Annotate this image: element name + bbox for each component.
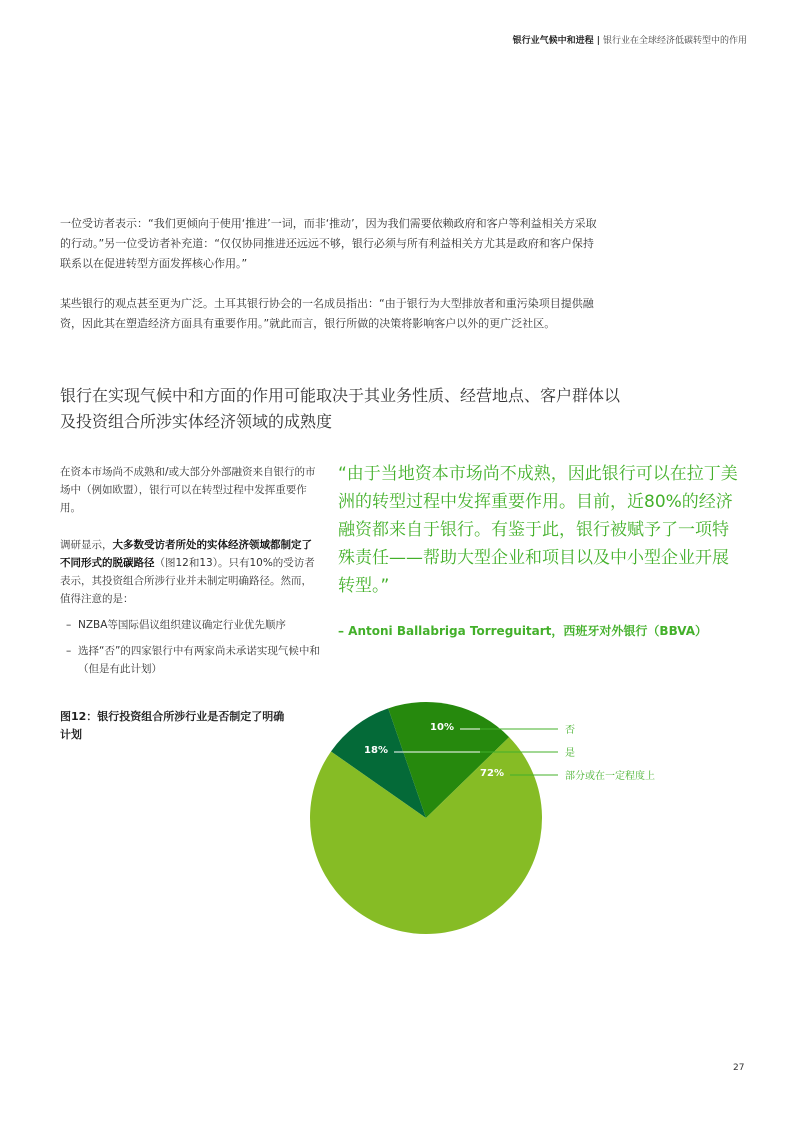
- pie-value-label: 72%: [480, 768, 504, 779]
- pie-value-label: 10%: [430, 722, 454, 733]
- note-item: – NZBA等国际倡议组织建议确定行业优先顺序: [60, 616, 322, 634]
- legend-label: 部分或在一定程度上: [565, 771, 655, 782]
- survey-prefix: 调研显示，: [60, 539, 113, 551]
- left-intro-paragraph: 在资本市场尚不成熟和/或大部分外部融资来自银行的市场中（例如欧盟），银行可以在转型过程中发挥重要作用。: [60, 466, 316, 514]
- figure-title: 图12：银行投资组合所涉行业是否制定了明确计划: [60, 710, 285, 741]
- section-subheading: 银行在实现气候中和方面的作用可能取决于其业务性质、经营地点、客户群体以及投资组合所涉实体经济领域的成熟度: [60, 386, 621, 431]
- quote-attribution: – Antoni Ballabriga Torreguitart，西班牙对外银行（BBVA）: [338, 624, 707, 638]
- header-subtitle: 银行业在全球经济低碳转型中的作用: [602, 36, 747, 46]
- survey-suffix: （图12和13）。只有10%的受访者表示，其投资组合所涉行业并未制定明确路径。然而，值得注意的是：: [60, 557, 315, 605]
- legend-label: 是: [565, 748, 575, 759]
- body-paragraph-2: 某些银行的观点甚至更为广泛。土耳其银行协会的一名成员指出：“由于银行为大型排放者和重污染项目提供融资，因此其在塑造经济方面具有重要作用。”就此而言，银行所做的决策将影响客户以外的更广泛社区。: [60, 297, 594, 330]
- survey-bold-text: 大多数受访者所处的实体经济领域都制定了不同形式的脱碳路径: [60, 539, 312, 569]
- header-section: 银行业气候中和进程: [512, 36, 594, 46]
- body-paragraph-1: 一位受访者表示：“我们更倾向于使用‘推进’一词，而非‘推动’，因为我们需要依赖政府和客户等利益相关方采取的行动。”另一位受访者补充道：“仅仅协同推进还远远不够，银行必须与所有利益相关方尤其是政府和客户保持联系以在促进转型方面发挥核心作用。”: [60, 217, 597, 270]
- pie-value-label: 18%: [364, 745, 388, 756]
- note-item: – 选择“否”的四家银行中有两家尚未承诺实现气候中和（但是有此计划）: [60, 642, 322, 678]
- header-separator: |: [596, 36, 600, 46]
- page-number: 27: [733, 1063, 745, 1073]
- pull-quote: “由于当地资本市场尚不成熟，因此银行可以在拉丁美洲的转型过程中发挥重要作用。目前，近80%的经济融资都来自于银行。有鉴于此，银行被赋予了一项特殊责任——帮助大型企业和项目以及中小型企业开展转型。”: [338, 464, 738, 596]
- legend-label: 否: [565, 725, 575, 736]
